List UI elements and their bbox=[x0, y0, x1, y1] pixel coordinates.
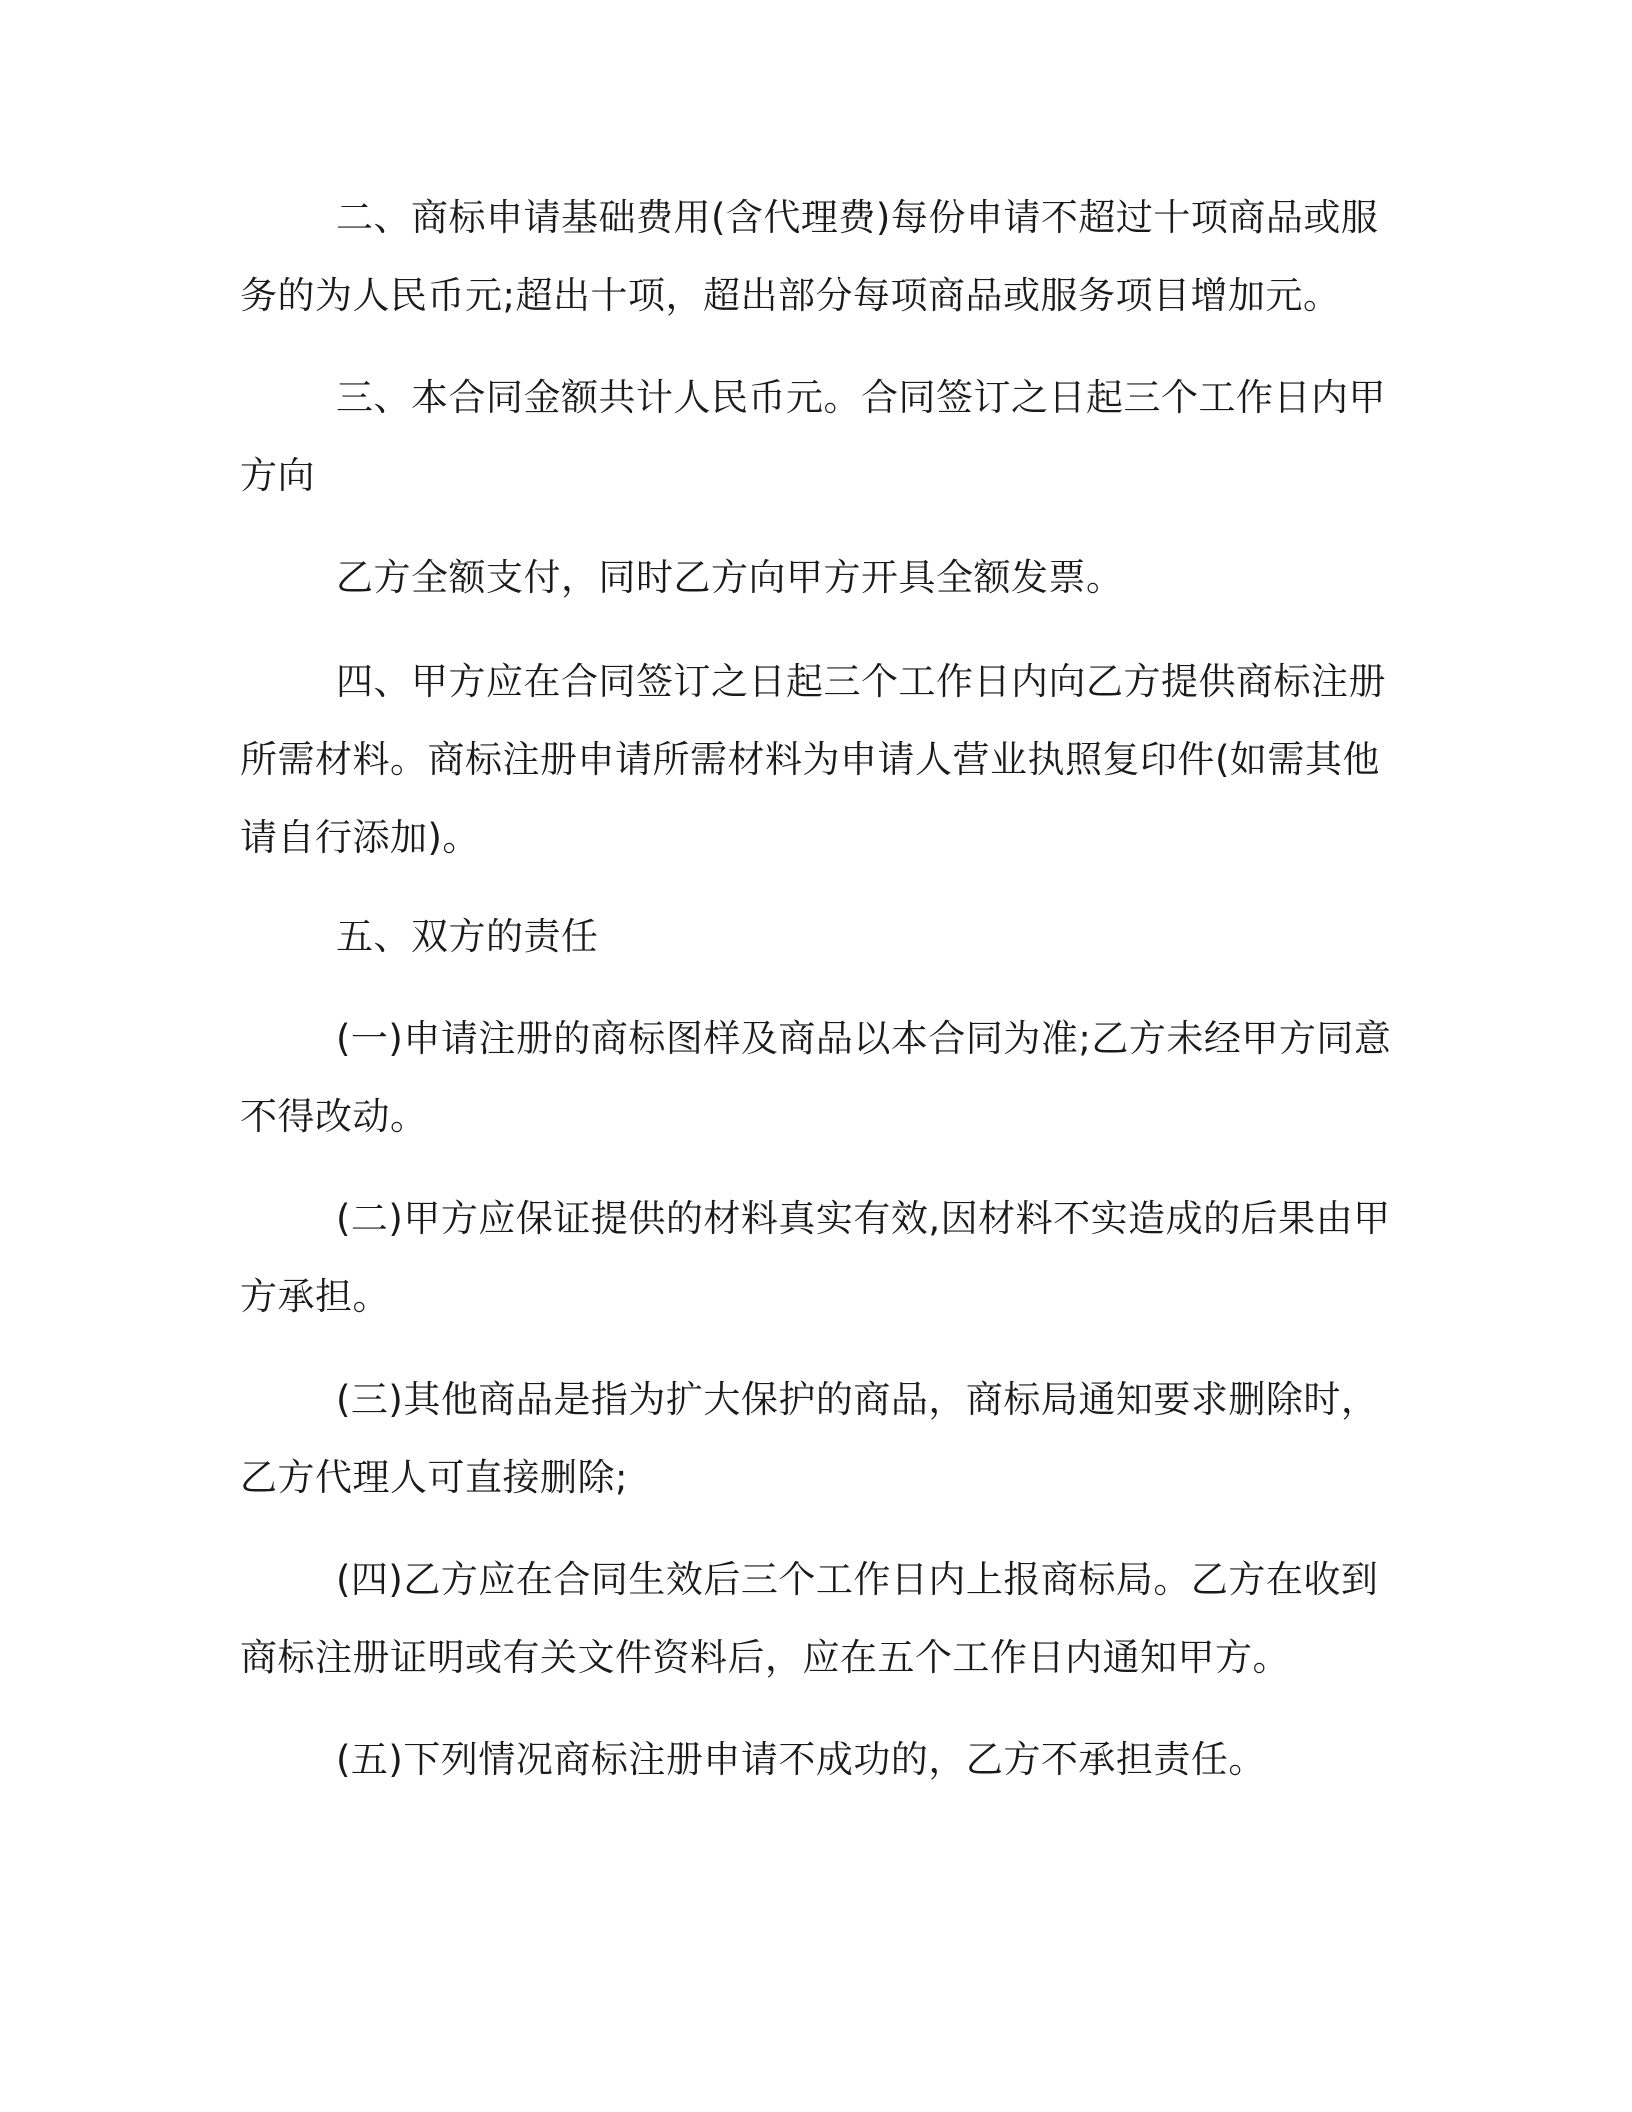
clause-1 bbox=[240, 1000, 1392, 1156]
paragraph-line: 方向 bbox=[240, 454, 315, 497]
paragraph-line: (二)甲方应保证提供的材料真实有效,因材料不实造成的后果由甲 bbox=[336, 1197, 1391, 1240]
paragraph-line: 商标注册证明或有关文件资料后，应在五个工作日内通知甲方。 bbox=[240, 1636, 1290, 1679]
paragraph-line: (三)其他商品是指为扩大保护的商品，商标局通知要求删除时， bbox=[336, 1378, 1379, 1421]
paragraph-4-materials bbox=[240, 643, 1386, 877]
paragraph-line: 四、甲方应在合同签订之日起三个工作日内向乙方提供商标注册 bbox=[336, 660, 1386, 703]
paragraph-3-amount bbox=[240, 359, 1386, 515]
section-heading-line: 五、双方的责任 bbox=[336, 915, 599, 958]
paragraph-line: 务的为人民币元;超出十项，超出部分每项商品或服务项目增加元。 bbox=[240, 274, 1341, 317]
paragraph-line: (一)申请注册的商标图样及商品以本合同为准;乙方未经甲方同意 bbox=[336, 1017, 1392, 1060]
paragraph-line: (四)乙方应在合同生效后三个工作日内上报商标局。乙方在收到 bbox=[336, 1558, 1379, 1601]
paragraph-line: 二、商标申请基础费用(含代理费)每份申请不超过十项商品或服 bbox=[336, 196, 1379, 239]
paragraph-line: 方承担。 bbox=[240, 1275, 390, 1318]
clause-4 bbox=[240, 1541, 1379, 1697]
clause-5 bbox=[240, 1721, 1370, 1799]
clause-2 bbox=[240, 1180, 1391, 1336]
clause-3 bbox=[240, 1361, 1379, 1517]
paragraph-line: 所需材料。商标注册申请所需材料为申请人营业执照复印件(如需其他 bbox=[240, 738, 1380, 781]
paragraph-line: 乙方代理人可直接删除; bbox=[240, 1456, 628, 1499]
paragraph-line: 不得改动。 bbox=[240, 1095, 428, 1138]
paragraph-2-fees bbox=[240, 179, 1379, 335]
paragraph-line: (五)下列情况商标注册申请不成功的，乙方不承担责任。 bbox=[336, 1738, 1266, 1781]
paragraph-line: 请自行添加)。 bbox=[240, 816, 480, 859]
paragraph-line: 三、本合同金额共计人民币元。合同签订之日起三个工作日内甲 bbox=[336, 376, 1386, 419]
paragraph-line: 乙方全额支付，同时乙方向甲方开具全额发票。 bbox=[336, 556, 1124, 599]
paragraph-payment bbox=[240, 539, 1370, 617]
section-5-heading bbox=[240, 898, 1370, 976]
